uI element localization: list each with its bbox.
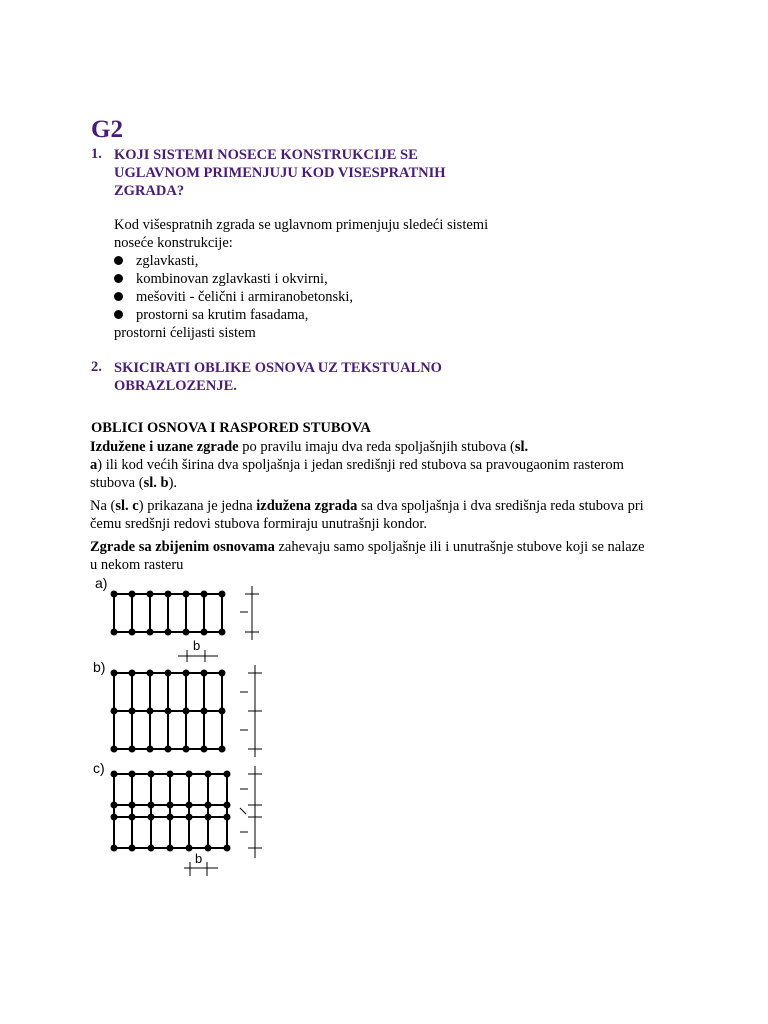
column-dot xyxy=(205,771,212,778)
column-dot xyxy=(165,708,172,715)
column-dot xyxy=(201,629,208,636)
section-body xyxy=(90,438,690,574)
section-heading: OBLICI OSNOVA I RASPORED STUBOVA xyxy=(91,420,371,436)
figure-label-a: a) xyxy=(95,575,108,591)
list-item: zglavkasti, xyxy=(114,252,488,270)
column-dot xyxy=(165,629,172,636)
question-1-line: UGLAVNOM PRIMENJUJU KOD VISESPRATNIH xyxy=(114,165,446,181)
column-dot xyxy=(147,746,154,753)
column-dot xyxy=(111,746,118,753)
column-dot xyxy=(147,591,154,598)
column-dot xyxy=(111,670,118,677)
column-dot xyxy=(129,591,136,598)
column-dot xyxy=(148,771,155,778)
column-dot xyxy=(224,845,231,852)
column-dot xyxy=(219,708,226,715)
column-dot xyxy=(165,746,172,753)
column-dot xyxy=(205,802,212,809)
column-dot xyxy=(167,802,174,809)
column-dot xyxy=(219,629,226,636)
column-dot xyxy=(167,814,174,821)
list-item: mešoviti - čelični i armiranobetonski, xyxy=(114,288,488,306)
column-dot xyxy=(183,629,190,636)
question-1-line: KOJI SISTEMI NOSECE KONSTRUKCIJE SE xyxy=(114,147,418,163)
column-dot xyxy=(111,708,118,715)
column-dot xyxy=(219,670,226,677)
column-dot xyxy=(183,708,190,715)
column-dot xyxy=(201,670,208,677)
column-dot xyxy=(201,746,208,753)
column-dot xyxy=(129,771,136,778)
question-2-line: OBRAZLOZENJE. xyxy=(114,378,237,394)
column-dot xyxy=(129,746,136,753)
column-dot xyxy=(111,814,118,821)
column-dot xyxy=(219,746,226,753)
column-dot xyxy=(111,629,118,636)
answer-1-intro: noseće konstrukcije: xyxy=(114,235,233,251)
paragraph-2: Na (sl. c) prikazana je jedna izdužena zgrada sa dva spoljašnja i dva središnja reda stubova pri čemu sredšnji redovi stubova formiraju unutrašnji kondor. xyxy=(90,498,644,532)
column-dot xyxy=(111,802,118,809)
figure-label-c: c) xyxy=(93,760,105,776)
list-item: kombinovan zglavkasti i okvirni, xyxy=(114,270,488,288)
column-dot xyxy=(224,814,231,821)
question-1-number: 1. xyxy=(91,146,102,162)
answer-1 xyxy=(114,216,488,342)
list-item: prostorni sa krutim fasadama, xyxy=(114,306,488,324)
column-dot xyxy=(186,845,193,852)
column-dot xyxy=(186,771,193,778)
column-dot xyxy=(147,670,154,677)
column-dot xyxy=(129,802,136,809)
column-dot xyxy=(205,845,212,852)
question-1-text xyxy=(114,146,446,200)
dimension-label-b-c: b xyxy=(195,851,203,866)
dimension-label-b: b xyxy=(193,638,201,653)
column-dot xyxy=(165,591,172,598)
column-dot xyxy=(129,814,136,821)
column-dot xyxy=(167,845,174,852)
column-dot xyxy=(186,814,193,821)
question-1-line: ZGRADA? xyxy=(114,183,185,199)
column-dot xyxy=(129,845,136,852)
column-grid-figure xyxy=(90,572,270,882)
column-dot xyxy=(219,591,226,598)
column-dot xyxy=(111,591,118,598)
column-dot xyxy=(224,802,231,809)
column-dot xyxy=(183,746,190,753)
page-title: G2 xyxy=(91,116,123,143)
column-dot xyxy=(147,629,154,636)
bullet-icon xyxy=(114,310,123,319)
column-dot xyxy=(167,771,174,778)
column-dot xyxy=(183,670,190,677)
grid-c xyxy=(111,771,231,852)
question-2-number: 2. xyxy=(91,359,102,375)
column-dot xyxy=(183,591,190,598)
column-dot xyxy=(111,845,118,852)
column-dot xyxy=(148,802,155,809)
column-dot xyxy=(129,670,136,677)
dimension-l-a xyxy=(240,586,259,640)
column-dot xyxy=(129,629,136,636)
column-dot xyxy=(148,845,155,852)
figure-label-b: b) xyxy=(93,659,106,675)
bullet-icon xyxy=(114,292,123,301)
column-dot xyxy=(111,771,118,778)
systems-list xyxy=(114,252,488,324)
dimension-l-c xyxy=(240,766,262,858)
column-dot xyxy=(147,708,154,715)
grid-b xyxy=(111,670,226,753)
dimension-l-b xyxy=(240,665,262,757)
column-dot xyxy=(205,814,212,821)
grid-a xyxy=(111,591,226,636)
answer-1-intro: Kod višespratnih zgrada se uglavnom primenjuju sledeći sistemi xyxy=(114,217,489,233)
column-dot xyxy=(201,708,208,715)
column-dot xyxy=(186,802,193,809)
column-dot xyxy=(165,670,172,677)
bullet-icon xyxy=(114,274,123,283)
paragraph-1: Izdužene i uzane zgrade po pravilu imaju dva reda spoljašnjih stubova (sl. a) ili kod većih širina dva spoljašnja i jedan središnji red stubova sa pravougaonim rasterom stubova (sl. b). xyxy=(90,439,624,491)
bullet-icon xyxy=(114,256,123,265)
answer-1-last-line: prostorni ćelijasti sistem xyxy=(114,325,256,341)
question-2-text xyxy=(114,359,442,395)
column-dot xyxy=(224,771,231,778)
column-dot xyxy=(148,814,155,821)
question-2-line: SKICIRATI OBLIKE OSNOVA UZ TEKSTUALNO xyxy=(114,360,442,376)
column-dot xyxy=(129,708,136,715)
paragraph-3: Zgrade sa zbijenim osnovama zahevaju samo spoljašnje ili i unutrašnje stubove koji se nalaze u nekom rasteru xyxy=(90,539,645,573)
column-dot xyxy=(201,591,208,598)
